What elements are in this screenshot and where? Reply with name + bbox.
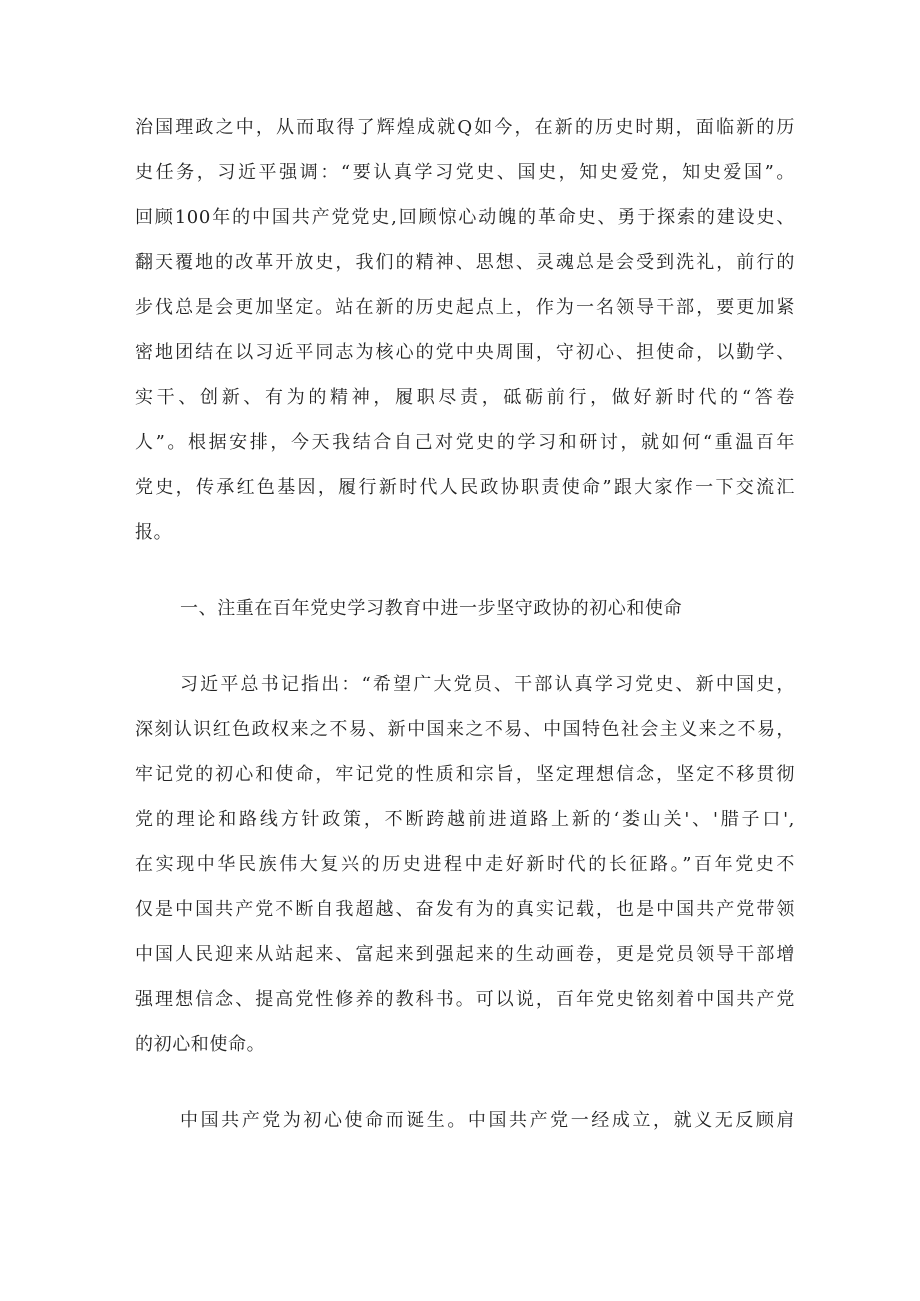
paragraph-2-line-1: 习近平总书记指出：“希望广大党员、干部认真学习党史、新中国史， [180, 674, 795, 695]
paragraph-1-line-9: 党史，传承红色基因，履行新时代人民政协职责使命”跟大家作一下交流汇 [135, 477, 795, 498]
paragraph-2-line-5: 在实现中华民族伟大复兴的历史进程中走好新时代的长征路。”百年党史不 [135, 854, 795, 875]
paragraph-1-line-8: 人”。根据安排，今天我结合自己对党史的学习和研讨，就如何“重温百年 [135, 432, 795, 453]
paragraph-2-line-8: 强理想信念、提高党性修养的教科书。可以说，百年党史铭刻着中国共产党 [135, 989, 795, 1010]
paragraph-2-line-2: 深刻认识红色政权来之不易、新中国来之不易、中国特色社会主义来之不易， [135, 719, 795, 740]
paragraph-2-line-6: 仅是中国共产党不断自我超越、奋发有为的真实记载，也是中国共产党带领 [135, 899, 795, 920]
paragraph-1-line-10: 报。 [135, 522, 173, 543]
paragraph-2-line-9: 的初心和使命。 [135, 1034, 266, 1055]
paragraph-1-line-1: 治国理政之中，从而取得了辉煌成就Q如今，在新的历史时期，面临新的历 [135, 117, 795, 138]
paragraph-1-line-7: 实干、创新、有为的精神，履职尽责，砥砺前行，做好新时代的“答卷 [135, 387, 795, 408]
paragraph-2-line-3: 牢记党的初心和使命，牢记党的性质和宗旨，坚定理想信念，坚定不移贯彻 [135, 764, 795, 785]
paragraph-2-line-4: 党的理论和路线方针政策，不断跨越前进道路上新的‘娄山关'、'腊子口', [135, 809, 795, 830]
paragraph-1-line-2: 史任务，习近平强调：“要认真学习党史、国史，知史爱党，知史爱国”。 [135, 162, 795, 183]
paragraph-3-line-1: 中国共产党为初心使命而诞生。中国共产党一经成立，就义无反顾肩 [180, 1110, 795, 1131]
paragraph-2-line-7: 中国人民迎来从站起来、富起来到强起来的生动画卷，更是党员领导干部增 [135, 944, 795, 965]
paragraph-1-line-5: 步伐总是会更加坚定。站在新的历史起点上，作为一名领导干部，要更加紧 [135, 297, 795, 318]
paragraph-1-line-3: 回顾100年的中国共产党党史,回顾惊心动魄的革命史、勇于探索的建设史、 [135, 207, 795, 228]
paragraph-1-line-4: 翻天覆地的改革开放史，我们的精神、思想、灵魂总是会受到洗礼，前行的 [135, 252, 795, 273]
section-heading-1: 一、注重在百年党史学习教育中进一步坚守政协的初心和使命 [180, 598, 683, 619]
paragraph-1-line-6: 密地团结在以习近平同志为核心的党中央周围，守初心、担使命，以勤学、 [135, 342, 795, 363]
